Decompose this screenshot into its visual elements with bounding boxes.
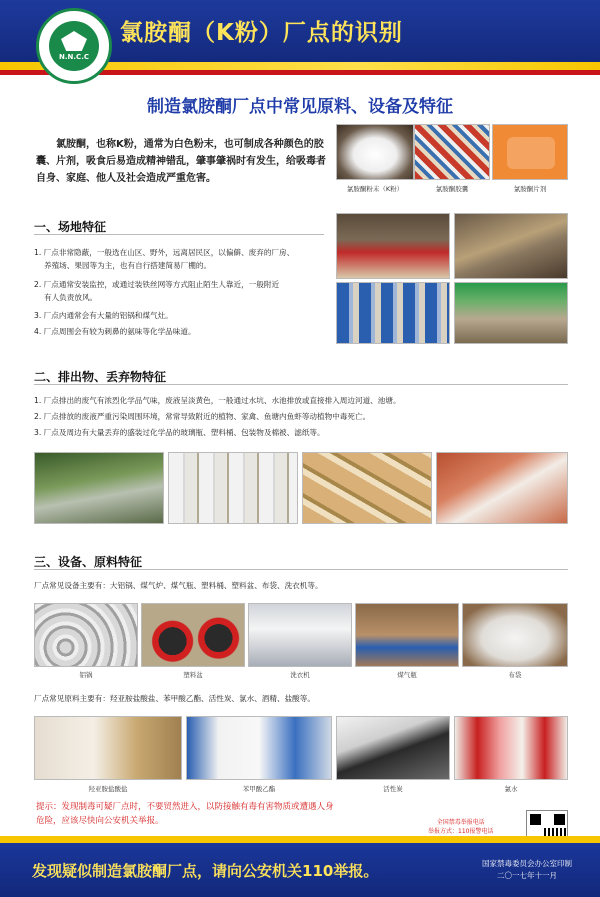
photo-site-stove <box>454 213 568 279</box>
photo-ketamine-tablets <box>492 124 568 180</box>
footer-yellow-stripe <box>0 836 600 843</box>
report-stamp <box>428 818 493 836</box>
caption-capsules: 氯胺酮胶囊 <box>435 185 469 193</box>
photo-waste-boxes <box>302 452 432 524</box>
section2-title: 二、排出物、丢弃物特征 <box>34 370 167 384</box>
nncc-logo <box>36 8 112 84</box>
photo-ethyl-benzoate <box>186 716 332 780</box>
section1-item: 3. 厂点内通常会有大量的铝锅和煤气灶。 <box>34 311 173 320</box>
photo-site-gas-cylinders <box>336 282 450 344</box>
caption-chlorine: 氯水 <box>504 785 518 793</box>
section2-item: 3. 厂点及周边有大量丢弃的盛装过化学品的玻璃瓶、塑料桶、包装物及棉被、滤纸等。 <box>34 428 325 437</box>
photo-site-buckets <box>336 213 450 279</box>
logo-emblem-icon <box>49 21 99 71</box>
publish-date: 二〇一七年十一月 <box>497 871 557 880</box>
photo-aluminum-pots <box>34 603 138 667</box>
warning-tip: 提示：发现制毒可疑厂点时，不要贸然进入，以防接触有毒有害物质或遭遇人身危险，应该尽快向公安机关举报。 <box>36 802 334 826</box>
caption-bags: 布袋 <box>508 671 522 679</box>
photo-hydroxylamine <box>34 716 182 780</box>
caption-tablets: 氯胺酮片剂 <box>513 185 547 193</box>
section1-item: 1. 厂点非常隐蔽，一般选在山区、野外，远离居民区，以偏僻、废弃的厂房、 <box>34 248 295 257</box>
section1-divider <box>34 234 324 235</box>
page-title: 氯胺酮（K粉）厂点的识别 <box>120 20 403 46</box>
stamp-line-2: 举报方式：110报警电话 <box>428 828 494 835</box>
section1-item: 2. 厂点通常安装监控，或通过装铁丝网等方式阻止陌生人靠近，一般附近 <box>34 280 280 289</box>
photo-site-tent <box>454 282 568 344</box>
intro-paragraph: 氯胺酮，也称K粉，通常为白色粉末，也可制成各种颜色的胶囊、片剂，吸食后易造成精神错乱，肇事肇祸时有发生，给吸毒者自身、家庭、他人及社会造成严重危害。 <box>36 139 326 184</box>
photo-activated-carbon <box>336 716 450 780</box>
publisher-org: 国家禁毒委员会办公室印制 <box>482 859 572 868</box>
photo-waste-water <box>34 452 164 524</box>
section1-title: 一、场地特征 <box>34 220 107 234</box>
section3-title: 三、设备、原料特征 <box>34 555 143 569</box>
page-subtitle: 制造氯胺酮厂点中常见原料、设备及特征 <box>147 97 453 117</box>
caption-basins: 塑料盆 <box>183 671 203 679</box>
section3-divider <box>34 569 568 570</box>
photo-cloth-bags <box>462 603 568 667</box>
materials-line: 厂点常见原料主要有：羟亚胺盐酸盐、苯甲酸乙酯、活性炭、氯水、酒精、盐酸等。 <box>34 694 315 703</box>
caption-powder: 氯胺酮粉末（K粉） <box>346 185 404 193</box>
caption-pots: 铝锅 <box>79 671 93 679</box>
equipment-line: 厂点常见设备主要有：大铝锅、煤气炉、煤气瓶、塑料桶、塑料盆、布袋、洗衣机等。 <box>34 581 323 590</box>
report-call: 发现疑似制造氯胺酮厂点，请向公安机关110举报。 <box>32 862 379 880</box>
caption-carbon: 活性炭 <box>383 785 403 793</box>
section1-item: 4. 厂点周围会有较为刺鼻的氨味等化学品味道。 <box>34 327 196 336</box>
section2-item: 2. 厂点排放的废液严重污染周围环境，常常导致附近的植物、家禽、鱼塘内鱼虾等动植物中毒死亡。 <box>34 412 371 421</box>
photo-waste-barrels <box>168 452 298 524</box>
photo-washing-machine <box>248 603 352 667</box>
section1-item: 养殖场、果园等为主，也有自行搭建简易厂棚的。 <box>44 261 212 270</box>
photo-ketamine-capsules <box>414 124 490 180</box>
section2-divider <box>34 384 568 385</box>
caption-gas: 煤气瓶 <box>397 671 417 679</box>
photo-gas-bottles <box>355 603 459 667</box>
section2-item: 1. 厂点排出的废气有浓烈化学品气味，废液呈淡黄色，一般通过水坑、水池排放或直接排入周边河道、池塘。 <box>34 396 401 405</box>
logo-letters: N.N.C.C <box>59 53 89 61</box>
stamp-line-1: 全国禁毒举报电话 <box>436 819 485 826</box>
caption-hydroxylamine: 羟亚胺盐酸盐 <box>88 785 128 793</box>
photo-plastic-basins <box>141 603 245 667</box>
section1-item: 有人负责放风。 <box>44 293 98 302</box>
caption-washer: 洗衣机 <box>290 671 310 679</box>
photo-chlorine-water <box>454 716 568 780</box>
caption-ethyl-benzoate: 苯甲酸乙酯 <box>242 785 276 793</box>
publisher-info <box>482 858 572 882</box>
photo-ketamine-powder <box>336 124 414 180</box>
photo-waste-ground <box>436 452 568 524</box>
logo-shape-icon <box>61 31 87 51</box>
